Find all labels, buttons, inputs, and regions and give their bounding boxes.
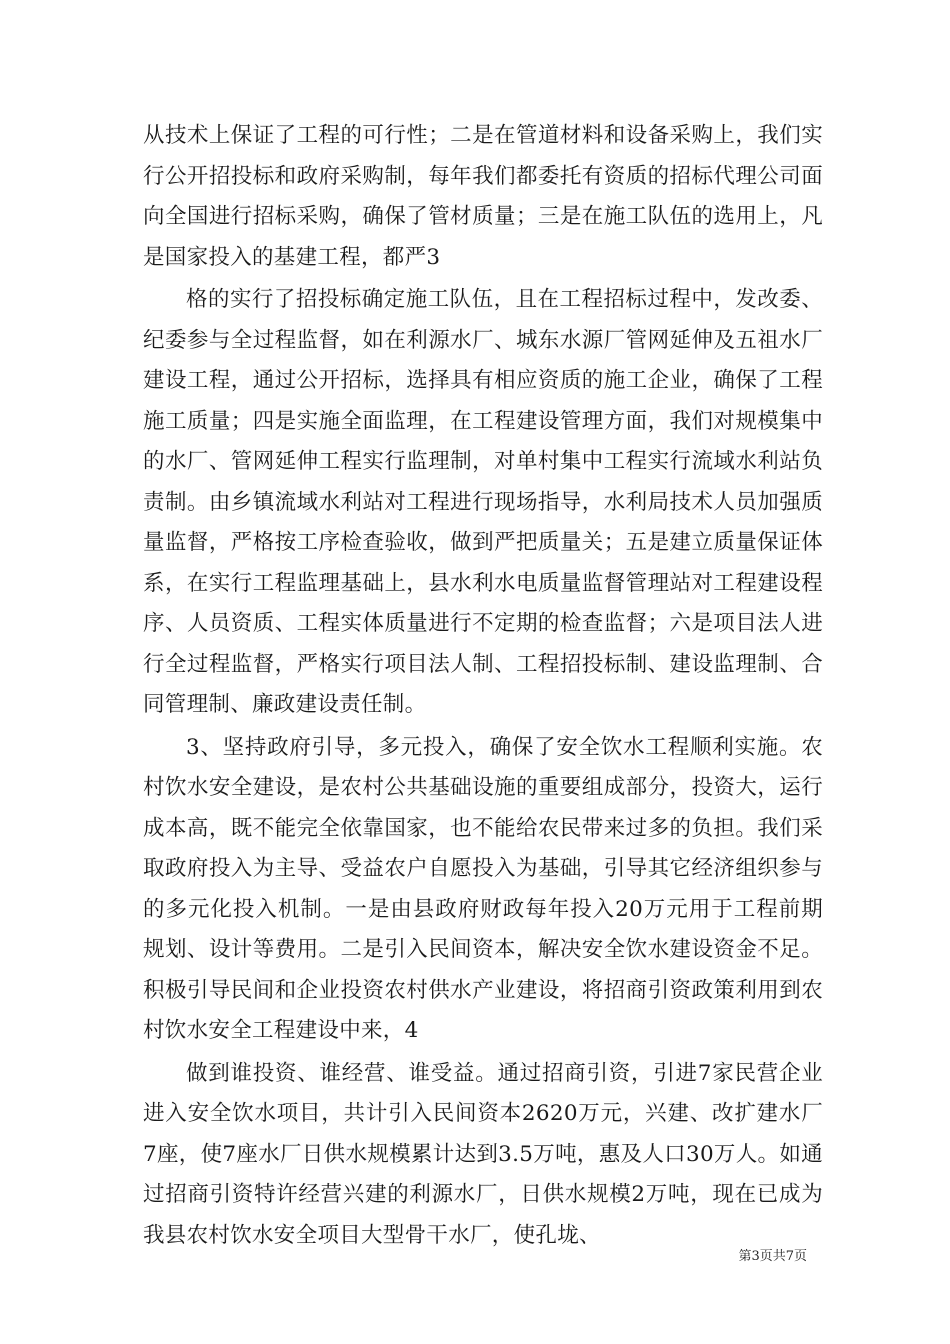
paragraph-4: 做到谁投资、谁经营、谁受益。通过招商引资，引进7家民营企业进入安全饮水项目，共计引入民间资本2620万元，兴建、改扩建水厂7座，使7座水厂日供水规模累计达到3.5万吨，惠及人口30万人。如通过招商引资特许经营兴建的利源水厂，日供水规模2万吨，现在已成为我县农村饮水安全项目大型骨干水厂，使孔垅、 (143, 1060, 823, 1248)
paragraph-1: 从技术上保证了工程的可行性；二是在管道材料和设备采购上，我们实行公开招投标和政府采购制，每年我们都委托有资质的招标代理公司面向全国进行招标采购，确保了管材质量；三是在施工队伍的选用上，凡是国家投入的基建工程，都严3 (143, 123, 823, 270)
paragraph-2: 格的实行了招投标确定施工队伍，且在工程招标过程中，发改委、纪委参与全过程监督，如在利源水厂、城东水源厂管网延伸及五祖水厂建设工程，通过公开招标，选择具有相应资质的施工企业，确保了工程施工质量；四是实施全面监理，在工程建设管理方面，我们对规模集中的水厂、管网延伸工程实行监理制，对单村集中工程实行流域水利站负责制。由乡镇流域水利站对工程进行现场指导，水利局技术人员加强质量监督，严格按工序检查验收，做到严把质量关；五是建立质量保证体系，在实行工程监理基础上，县水利水电质量监督管理站对工程建设程序、人员资质、工程实体质量进行不定期的检查监督；六是项目法人进行全过程监督，严格实行项目法人制、工程招投标制、建设监理制、合同管理制、廉政建设责任制。 (143, 287, 823, 717)
paragraph-3: 3、坚持政府引导，多元投入，确保了安全饮水工程顺利实施。农村饮水安全建设，是农村公共基础设施的重要组成部分，投资大，运行成本高，既不能完全依靠国家，也不能给农民带来过多的负担。我们采取政府投入为主导、受益农户自愿投入为基础，引导其它经济组织参与的多元化投入机制。一是由县政府财政每年投入20万元用于工程前期规划、设计等费用。二是引入民间资本，解决安全饮水建设资金不足。积极引导民间和企业投资农村供水产业建设，将招商引资政策利用到农村饮水安全工程建设中来，4 (143, 734, 823, 1043)
document-body (143, 116, 823, 1256)
page-number-footer: 第3页共7页 (738, 1249, 807, 1264)
